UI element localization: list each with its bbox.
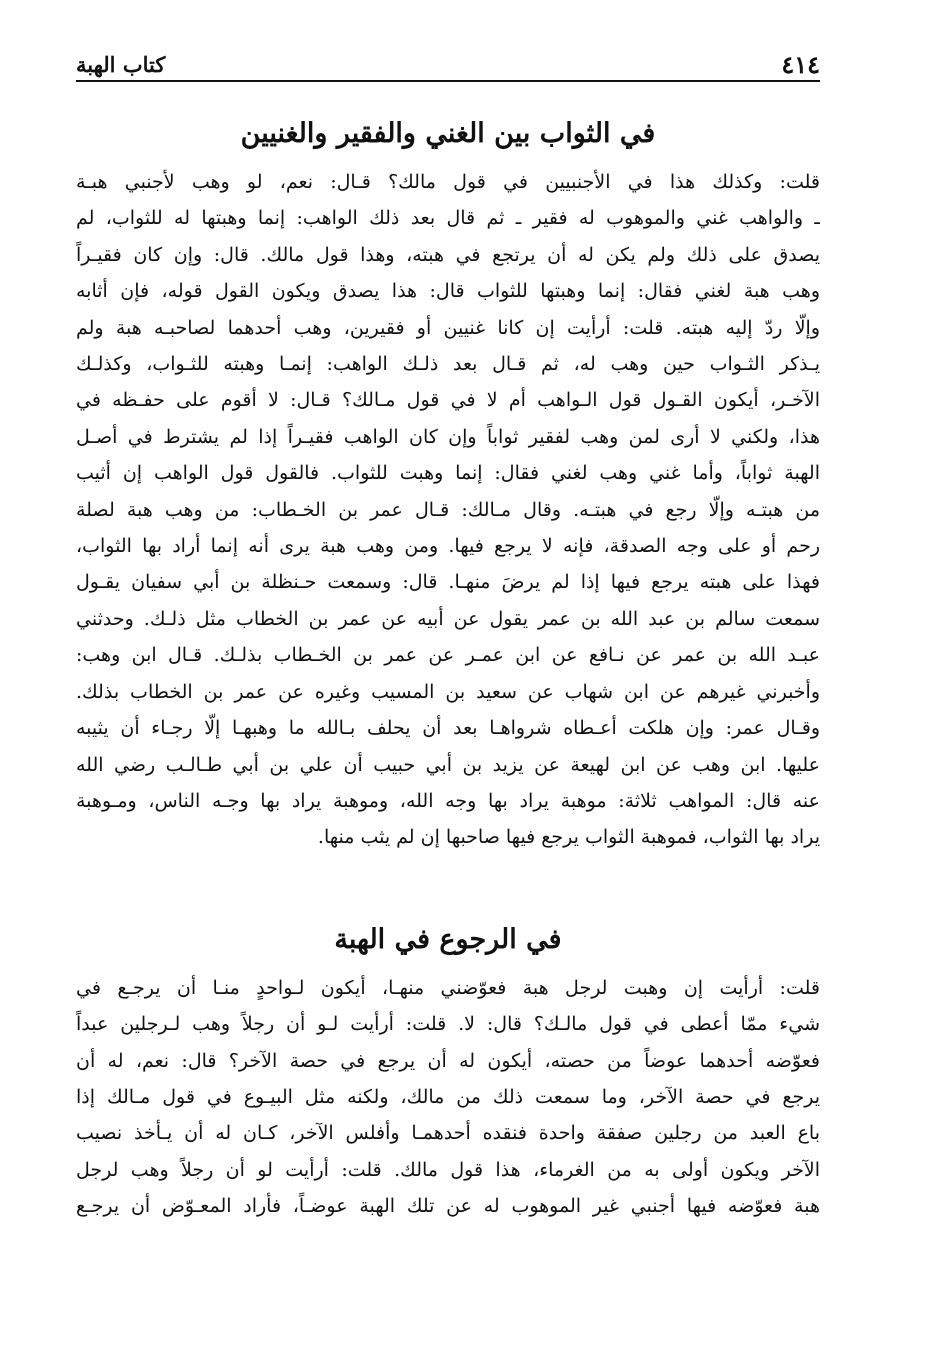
book-title: كتاب الهبة: [76, 52, 166, 77]
text-line: الهبة ثواباً، وأما غني وهب لغني فقال: إنما وهبت للثواب. فالقول قول الواهب إن أثيب: [76, 462, 820, 485]
section-body: [76, 164, 820, 856]
text-line: عليها. ابن وهب عن ابن لهيعة عن يزيد بن أبي حبيب أن علي بن أبي طـالـب رضي الله: [76, 753, 820, 776]
running-header: [76, 48, 820, 82]
text-line: قلت: وكذلك هذا في الأجنبيين في قول مالك؟ قـال: نعم، لو وهب لأجنبي هبـة: [76, 171, 820, 193]
text-line: الآخـر، أيكون القـول قول الـواهب أم لا في قول مـالك؟ قـال: لا أقوم على حفـظه في: [76, 389, 820, 412]
text-line: وقـال عمر: وإن هلكت أعـطاه شرواهـا بعد أن يحلف بـالله ما وهبهـا إلّا رجـاء أن يثيبه: [76, 717, 820, 740]
text-line: يصدق على ذلك ولم يكن له أن يرتجع في هبته، وهذا قول مالك. قال: وإن كان فقيـراً: [76, 243, 820, 266]
text-line: فهذا على هبته يرجع فيها إذا لم يرضَ منهـا. قال: وسمعت حـنظلة بن أبي سفيان يقـول: [76, 571, 820, 594]
page-number: ٤١٤: [781, 50, 820, 79]
section-body: [76, 970, 820, 1225]
text-line: فعوّضه أحدهما عوضاً من حصته، أيكون له أن يرجع في حصة الآخر؟ قال: نعم، له أن: [76, 1049, 820, 1072]
text-line: من هبتـه وإلّا رجع في هبتـه. وقال مـالك: قـال عمر بن الخـطاب: من وهب هبة لصلة: [76, 498, 820, 521]
text-line: عبـد الله بن عمر عن نـافع عن ابن عمـر عن عمر بن الخـطاب بذلـك. قـال ابن وهب:: [76, 644, 820, 667]
text-line: هذا، ولكني لا أرى لمن وهب لفقير ثواباً وإن كان الواهب فقيـراً إذا لم يشترط في أصـل: [76, 425, 820, 448]
book-page: [76, 48, 820, 1225]
text-line: ـ والواهب غني والموهوب له فقير ـ ثم قال بعد ذلك الواهب: إنما وهبتها له للثواب، لم: [76, 207, 820, 230]
text-line: وأخبرني غيرهم عن ابن شهاب عن سعيد بن المسيب وغيره عن عمر بن الخطاب بذلك.: [76, 680, 820, 703]
text-line: سمعت سالم بن عبد الله بن عمر يقول عن أبيه عن عمر بن الخطاب مثل ذلـك. وحدثني: [76, 607, 820, 630]
text-line: يراد بها الثواب، فموهبة الثواب يرجع فيها صاحبها إن لم يثب منها.: [317, 826, 820, 849]
text-line: شيء ممّا أعطى في قول مالـك؟ قال: لا. قلت: أرأيت لـو أن رجلاً وهب لـرجلين عبداً: [76, 1013, 820, 1036]
text-line: قلت: أرأيت إن وهبت لرجل هبة فعوّضني منهـا، أيكون لـواحدٍ منـا أن يرجـع في: [76, 976, 820, 999]
text-line: يرجع في حصة الآخر، وما سمعت ذلك من مالك، ولكنه مثل البيـوع في قول مـالك إذا: [76, 1085, 820, 1108]
text-line: باع العبد من رجلين صفقة واحدة فنقده أحدهمـا وأفلس الآخر، كـان له أن يـأخذ نصيب: [76, 1122, 820, 1145]
text-line: وهب هبة لغني فقال: إنما وهبتها للثواب قال: هذا يصدق ويكون القول قوله، فإن أثابه: [76, 280, 820, 303]
text-line: هبة فعوّضه فيها أجنبي غير الموهوب له عن تلك الهبة عوضـاً، فأراد المعـوّض أن يرجـع: [76, 1195, 820, 1218]
text-line: يـذكر الثـواب حين وهب له، ثم قـال بعد ذلـك الواهب: إنمـا وهبته للثـواب، وكذلـك: [76, 353, 820, 376]
section-heading: في الثواب بين الغني والفقير والغنيين: [240, 118, 656, 149]
section-heading: في الرجوع في الهبة: [334, 923, 562, 955]
text-line: عنه قال: المواهب ثلاثة: موهبة يراد بها وجه الله، وموهبة يراد بها وجـه الناس، ومـوهبة: [76, 789, 820, 812]
text-line: وإلّا ردّ إليه هبته. قلت: أرأيت إن كانا غنيين أو فقيرين، وهب أحدهما لصاحبـه هبة ولم: [76, 316, 820, 339]
text-line: رحم أو على وجه الصدقة، فإنه لا يرجع فيها. ومن وهب هبة يرى أنه إنما أراد بها الثواب،: [76, 535, 820, 558]
text-line: الآخر ويكون أولى به من الغرماء، هذا قول مالك. قلت: أرأيت لو أن رجلاً وهب لرجل: [76, 1158, 820, 1181]
